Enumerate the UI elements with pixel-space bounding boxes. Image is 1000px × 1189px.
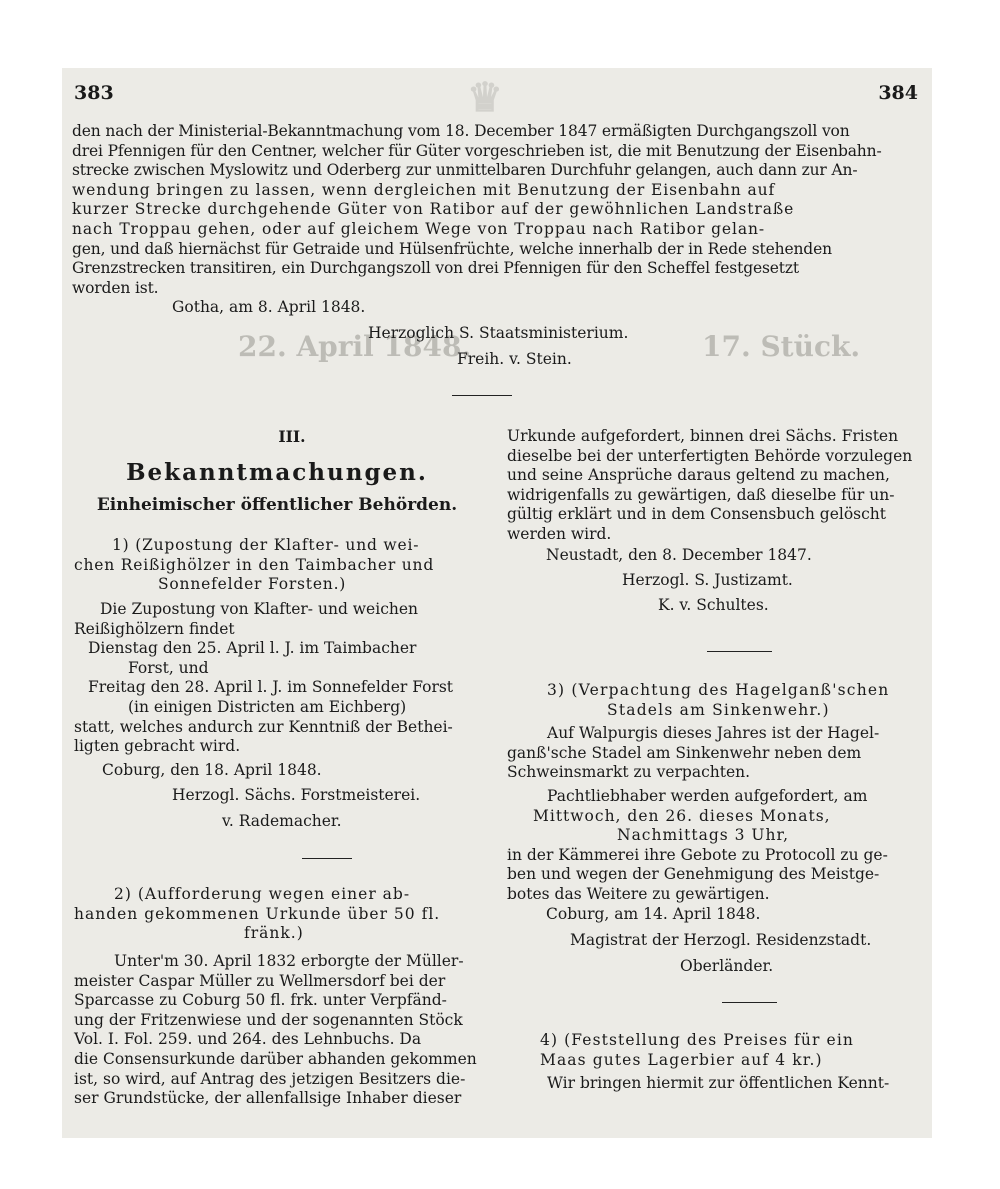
text-line: drei Pfennigen für den Centner, welcher für Güter vorgeschrieben ist, die mit Benutzung der Eisenbahn- (72, 141, 882, 160)
text-line: ligten gebracht wird. (74, 737, 241, 756)
crown-watermark-icon: ♛ (467, 74, 503, 121)
divider (707, 651, 772, 652)
signature: Freih. v. Stein. (457, 350, 572, 368)
authority-name: Herzogl. Sächs. Forstmeisterei. (172, 786, 421, 804)
text-line: Urkunde aufgefordert, binnen drei Sächs. Fristen (507, 427, 899, 445)
text-line: in der Kämmerei ihre Gebote zu Protocoll zu ge- (507, 845, 888, 864)
text-line: Auf Walpurgis dieses Jahres ist der Hagel- (547, 724, 880, 742)
notice-3-body (507, 724, 879, 783)
text-line: ganß'sche Stadel am Sinkenwehr neben dem (507, 743, 862, 762)
place-date: Gotha, am 8. April 1848. (172, 298, 366, 316)
divider (452, 395, 512, 396)
authority-name: Magistrat der Herzogl. Residenzstadt. (570, 931, 872, 949)
notice-1-heading (74, 536, 434, 595)
text-line: gen, und daß hiernächst für Getraide und Hülsenfrüchte, welche innerhalb der in Rede stehenden (72, 239, 832, 258)
top-paragraph (72, 122, 882, 298)
place-date: Coburg, den 18. April 1848. (102, 761, 322, 779)
page-number-right: 384 (878, 82, 918, 104)
notice-4-heading (540, 1031, 854, 1070)
text-line: wendung bringen zu lassen, wenn dergleichen mit Benutzung der Eisenbahn auf (72, 180, 776, 199)
heading-line: Sonnefelder Forsten.) (158, 575, 347, 594)
heading-line: 2) (Aufforderung wegen einer ab- (114, 885, 411, 903)
text-line: ben und wegen der Genehmigung des Meistge- (507, 865, 880, 884)
text-line: Die Zupostung von Klafter- und weichen (100, 600, 419, 618)
text-line: Vol. I. Fol. 259. und 264. des Lehnbuchs. Da (74, 1030, 422, 1049)
heading-line: 3) (Verpachtung des Hagelganß'schen (547, 681, 890, 699)
text-line: ist, so wird, auf Antrag des jetzigen Besitzers die- (74, 1069, 466, 1088)
text-line: Schweinsmarkt zu verpachten. (507, 763, 751, 782)
text-line: Pachtliebhaber werden aufgefordert, am (547, 787, 868, 805)
section-title: Bekanntmachungen. (126, 459, 428, 486)
text-line: ser Grundstücke, der allenfallsige Inhaber dieser (74, 1089, 462, 1108)
text-line: kurzer Strecke durchgehende Güter von Ratibor auf der gewöhnlichen Landstraße (72, 200, 795, 219)
page-number-left: 383 (74, 82, 114, 104)
text-line: (in einigen Districten am Eichberg) (128, 697, 407, 716)
notice-2-heading (74, 885, 440, 944)
text-line: Freitag den 28. April l. J. im Sonnefelder Forst (88, 678, 454, 697)
place-date: Coburg, am 14. April 1848. (546, 905, 761, 923)
place-date: Neustadt, den 8. December 1847. (546, 546, 812, 564)
text-line: strecke zwischen Myslowitz und Oderberg zur unmittelbaren Durchfuhr gelangen, auch dann zur An- (72, 161, 858, 180)
section-number: III. (278, 427, 306, 446)
text-line: Forst, und (128, 658, 209, 677)
document-page (62, 68, 932, 1138)
text-line: dieselbe bei der unterfertigten Behörde vorzulegen (507, 446, 913, 465)
section-subtitle: Einheimischer öffentlicher Behörden. (96, 495, 458, 515)
heading-line: chen Reißighölzer in den Taimbacher und (74, 555, 435, 574)
text-line: die Consensurkunde darüber abhanden gekommen (74, 1049, 477, 1068)
notice-3-heading (547, 681, 889, 720)
notice-1-body (74, 600, 453, 757)
text-line: gültig erklärt und in dem Consensbuch gelöscht (507, 505, 887, 524)
signature: K. v. Schultes. (658, 596, 769, 614)
text-line: Grenzstrecken transitiren, ein Durchgangszoll von drei Pfennigen für den Scheffel festgesetzt (72, 259, 799, 278)
text-line: meister Caspar Müller zu Wellmersdorf bei der (74, 971, 446, 990)
notice-2-continuation (507, 427, 912, 545)
signature: Oberländer. (680, 957, 774, 975)
text-line: nach Troppau gehen, oder auf gleichem Wege von Troppau nach Ratibor gelan- (72, 219, 766, 238)
text-line: Mittwoch, den 26. dieses Monats, (533, 806, 831, 825)
signature: v. Rademacher. (222, 812, 342, 830)
text-line: werden wird. (507, 524, 612, 543)
heading-line: handen gekommenen Urkunde über 50 fl. (74, 904, 441, 923)
text-line: widrigenfalls zu gewärtigen, daß dieselbe für un- (507, 485, 895, 504)
text-line: den nach der Ministerial-Bekanntmachung vom 18. December 1847 ermäßigten Durchgangszoll von (72, 122, 850, 140)
notice-3-body-2 (507, 787, 888, 905)
text-line: statt, welches andurch zur Kenntniß der Bethei- (74, 717, 453, 736)
text-line: botes das Weitere zu gewärtigen. (507, 884, 770, 903)
text-line: Sparcasse zu Coburg 50 fl. frk. unter Verpfänd- (74, 991, 447, 1010)
notice-4-body (547, 1074, 889, 1094)
divider (722, 1002, 777, 1003)
text-line: Reißighölzern findet (74, 619, 235, 638)
heading-line: 4) (Feststellung des Preises für ein (540, 1031, 854, 1049)
bleed-through-text: 22. April 1848. (238, 330, 472, 363)
text-line: Dienstag den 25. April l. J. im Taimbacher (88, 639, 417, 658)
text-line: worden ist. (72, 278, 159, 297)
text-line: Nachmittags 3 Uhr, (617, 826, 790, 845)
heading-line: 1) (Zupostung der Klafter- und wei- (112, 536, 420, 554)
heading-line: fränk.) (244, 924, 304, 943)
heading-line: Stadels am Sinkenwehr.) (607, 700, 830, 719)
text-line: Wir bringen hiermit zur öffentlichen Kennt- (547, 1074, 890, 1092)
text-line: ung der Fritzenwiese und der sogenannten Stöck (74, 1010, 463, 1029)
authority-name: Herzogl. S. Justizamt. (622, 571, 793, 589)
text-line: Unter'm 30. April 1832 erborgte der Müller- (114, 952, 464, 970)
heading-line: Maas gutes Lagerbier auf 4 kr.) (540, 1050, 823, 1069)
divider (302, 858, 352, 859)
bleed-through-text: 17. Stück. (702, 330, 861, 363)
authority-name: Herzoglich S. Staatsministerium. (368, 324, 629, 342)
text-line: und seine Ansprüche daraus geltend zu machen, (507, 466, 890, 485)
notice-2-body (74, 952, 477, 1109)
